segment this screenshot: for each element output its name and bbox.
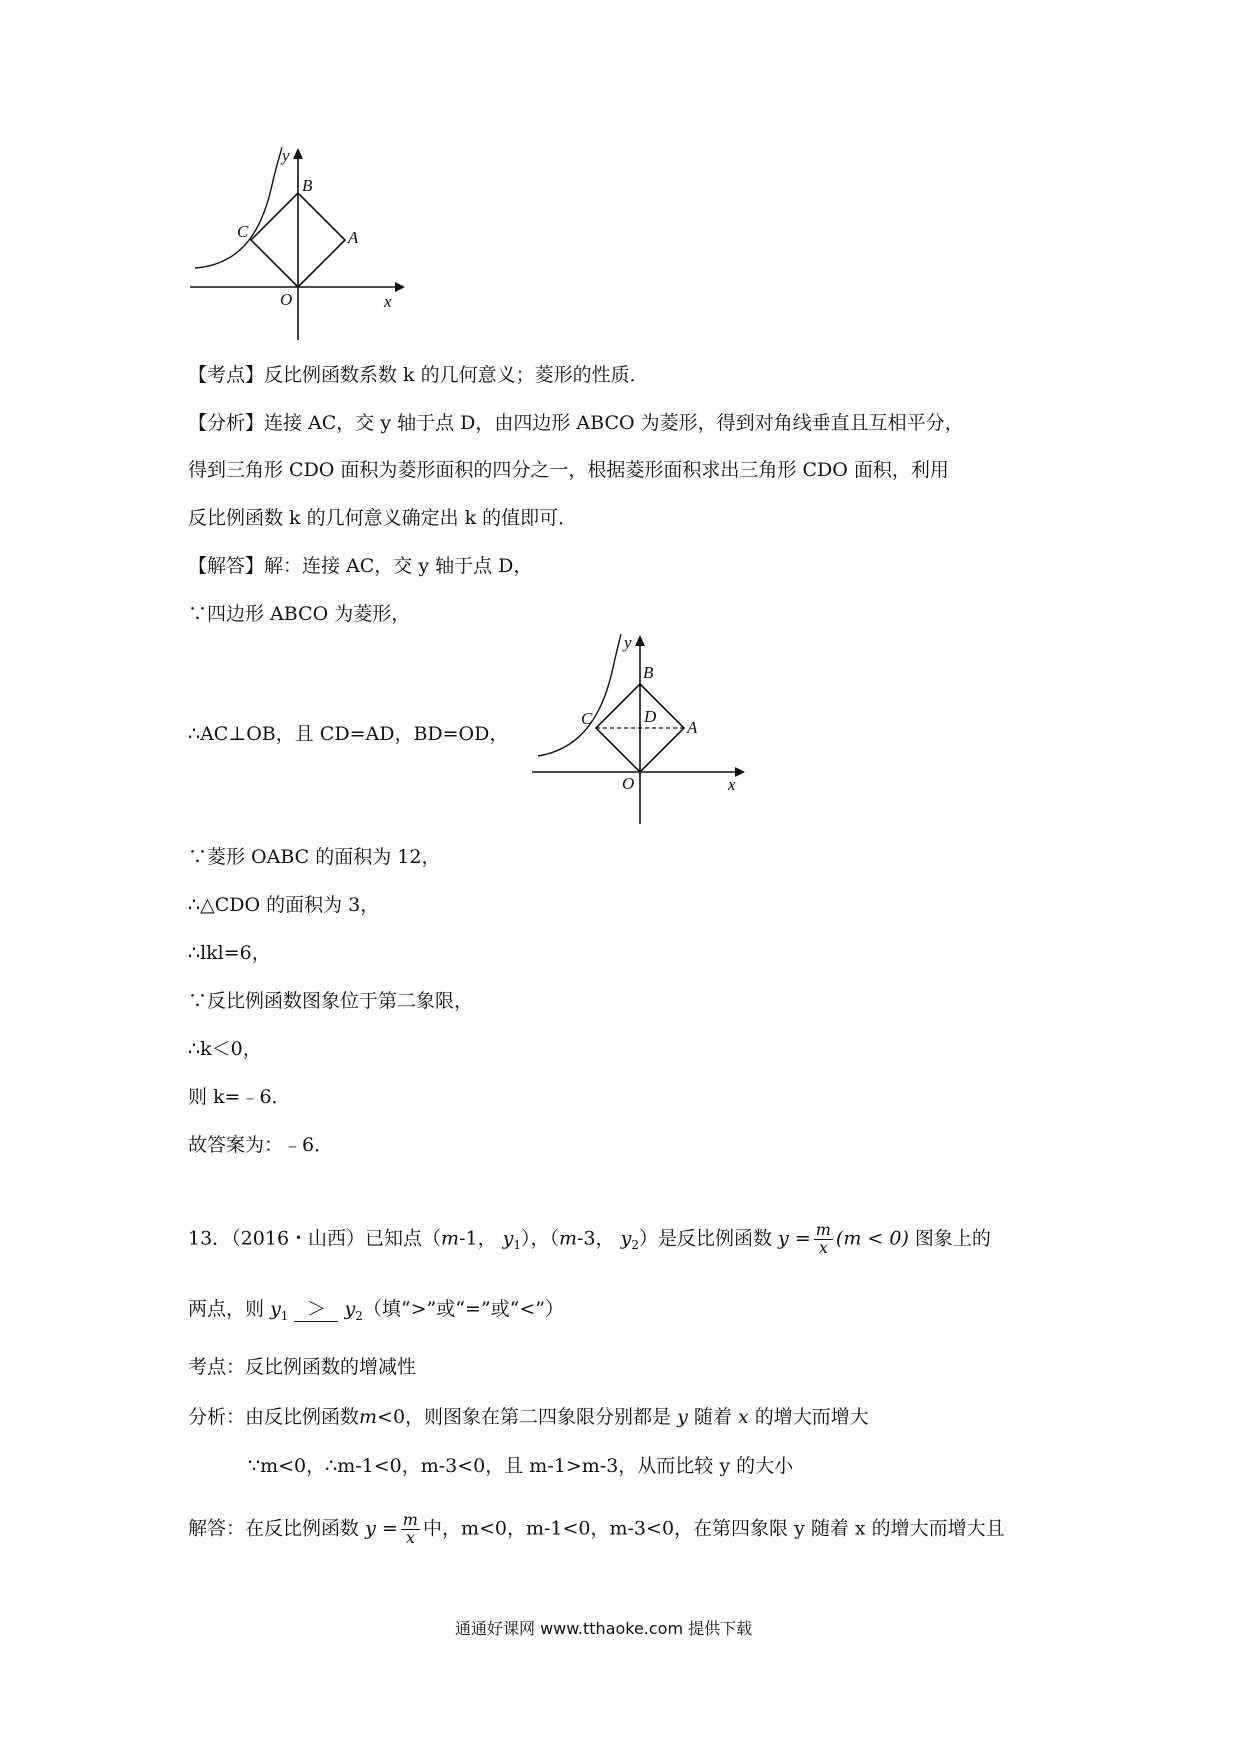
q13-line2-y2-sub: 2 <box>355 1308 363 1323</box>
fig1-label-y: y <box>282 146 290 165</box>
fig2-label-b: B <box>643 663 654 682</box>
fenxi2-a: 分析：由反比例函数 <box>188 1406 360 1428</box>
q13-p1-rest: -1， <box>459 1227 497 1250</box>
fenxi-line-2: 得到三角形 CDO 面积为菱形面积的四分之一，根据菱形面积求出三角形 CDO 面积，利用 <box>188 459 949 481</box>
fenxi-line-3: 反比例函数 k 的几何意义确定出 k 的值即可． <box>188 507 578 529</box>
q13-line2-y1-sub: 1 <box>280 1308 289 1323</box>
fenxi2-b: <0，则图象在第二四象限分别都是 <box>377 1406 672 1428</box>
jieda2-b: 中，m<0，m-1<0，m-3<0，在第四象限 y 随着 x 的增大而增大且 <box>422 1517 1005 1540</box>
step-1: ∵菱形 OABC 的面积为 12， <box>188 846 441 868</box>
step-3: ∴lkl=6， <box>188 942 271 964</box>
therefore-perp-line: ∴AC⊥OB，且 CD=AD，BD=OD， <box>188 723 509 745</box>
q13-frac-num: m <box>815 1220 831 1239</box>
fenxi2-line-1 <box>188 1402 869 1429</box>
jieda2-frac-den: x <box>405 1527 415 1547</box>
jieda-line: 【解答】解：连接 AC，交 y 轴于点 D， <box>188 555 533 577</box>
fig2-label-y: y <box>624 633 632 652</box>
answer-blank: ＞ <box>294 1294 338 1322</box>
q13-y1: y <box>502 1227 514 1250</box>
q13-p2-m: m <box>559 1227 578 1250</box>
jieda2-line <box>188 1512 1005 1547</box>
fenxi2-d: 的增大而增大 <box>754 1406 869 1428</box>
rhombus-hyperbola-figure-2 <box>530 632 760 832</box>
fenxi2-y: y <box>677 1406 688 1428</box>
fig1-label-x: x <box>384 292 392 311</box>
jieda2-a: 解答：在反比例函数 <box>188 1517 360 1540</box>
fenxi2-m: m <box>359 1406 378 1428</box>
q13-cond: (m < 0) <box>835 1227 909 1250</box>
q13-line2-y2: y <box>344 1298 356 1320</box>
fenxi2-c: 随着 <box>693 1406 732 1428</box>
jieda2-fraction <box>401 1512 420 1547</box>
q13-prefix: 13．（2016・山西）已知点（ <box>188 1227 442 1250</box>
q13-frac-den: x <box>818 1237 828 1257</box>
q13-line2-y1: y <box>270 1298 281 1320</box>
q13-p2-rest: -3， <box>577 1227 615 1250</box>
fig1-label-o: O <box>280 290 293 309</box>
kaodian-line: 【考点】反比例函数系数 k 的几何意义；菱形的性质． <box>188 364 649 386</box>
q13-suffix: 图象上的 <box>914 1227 991 1250</box>
jieda2-func-y: y = <box>365 1517 398 1540</box>
jieda2-frac-num: m <box>402 1510 418 1529</box>
step-2: ∴△CDO 的面积为 3， <box>188 894 380 916</box>
q13-fraction <box>814 1222 833 1257</box>
q13-func-y: y = <box>778 1227 811 1250</box>
q13-mid: ），（ <box>521 1227 560 1250</box>
q13-line2-b: （填“>”或“=”或“<”） <box>362 1298 564 1320</box>
q13-line2-a: 两点，则 <box>188 1298 265 1320</box>
kaodian2-line: 考点：反比例函数的增减性 <box>188 1356 417 1378</box>
q13-line-1 <box>188 1222 991 1257</box>
q13-y1-sub: 1 <box>513 1238 521 1253</box>
fenxi-line-1: 【分析】连接 AC，交 y 轴于点 D，由四边形 ABCO 为菱形，得到对角线垂直且互相平分， <box>188 412 964 434</box>
fig2-label-a: A <box>687 718 698 737</box>
q13-y2-sub: 2 <box>631 1238 639 1253</box>
fig2-label-d: D <box>644 707 657 726</box>
q13-line-2 <box>188 1294 564 1323</box>
step-4: ∵反比例函数图象位于第二象限， <box>188 990 474 1012</box>
q13-y2: y <box>620 1227 632 1250</box>
fig1-label-b: B <box>302 176 313 195</box>
fig2-label-x: x <box>728 775 736 794</box>
fenxi2-x: x <box>737 1406 749 1428</box>
rhombus-hyperbola-figure-1 <box>180 145 420 345</box>
step-6: 则 k=﹣6． <box>188 1086 291 1108</box>
fenxi2-line-2: ∵m<0，∴m-1<0，m-3<0，且 m-1>m-3，从而比较 y 的大小 <box>248 1455 794 1477</box>
step-7: 故答案为：﹣6． <box>188 1134 334 1156</box>
q13-p1-m: m <box>441 1227 460 1250</box>
page-footer: 通通好课网 www.tthaoke.com 提供下载 <box>455 1619 753 1638</box>
fig2-label-o: O <box>622 774 635 793</box>
fig2-label-c: C <box>581 709 593 728</box>
step-5: ∴k＜0， <box>188 1038 262 1060</box>
q13-mid2: ）是反比例函数 <box>638 1227 772 1250</box>
since-rhombus-line: ∵四边形 ABCO 为菱形， <box>188 603 411 625</box>
fig1-label-a: A <box>348 228 359 247</box>
fig1-label-c: C <box>237 222 249 241</box>
